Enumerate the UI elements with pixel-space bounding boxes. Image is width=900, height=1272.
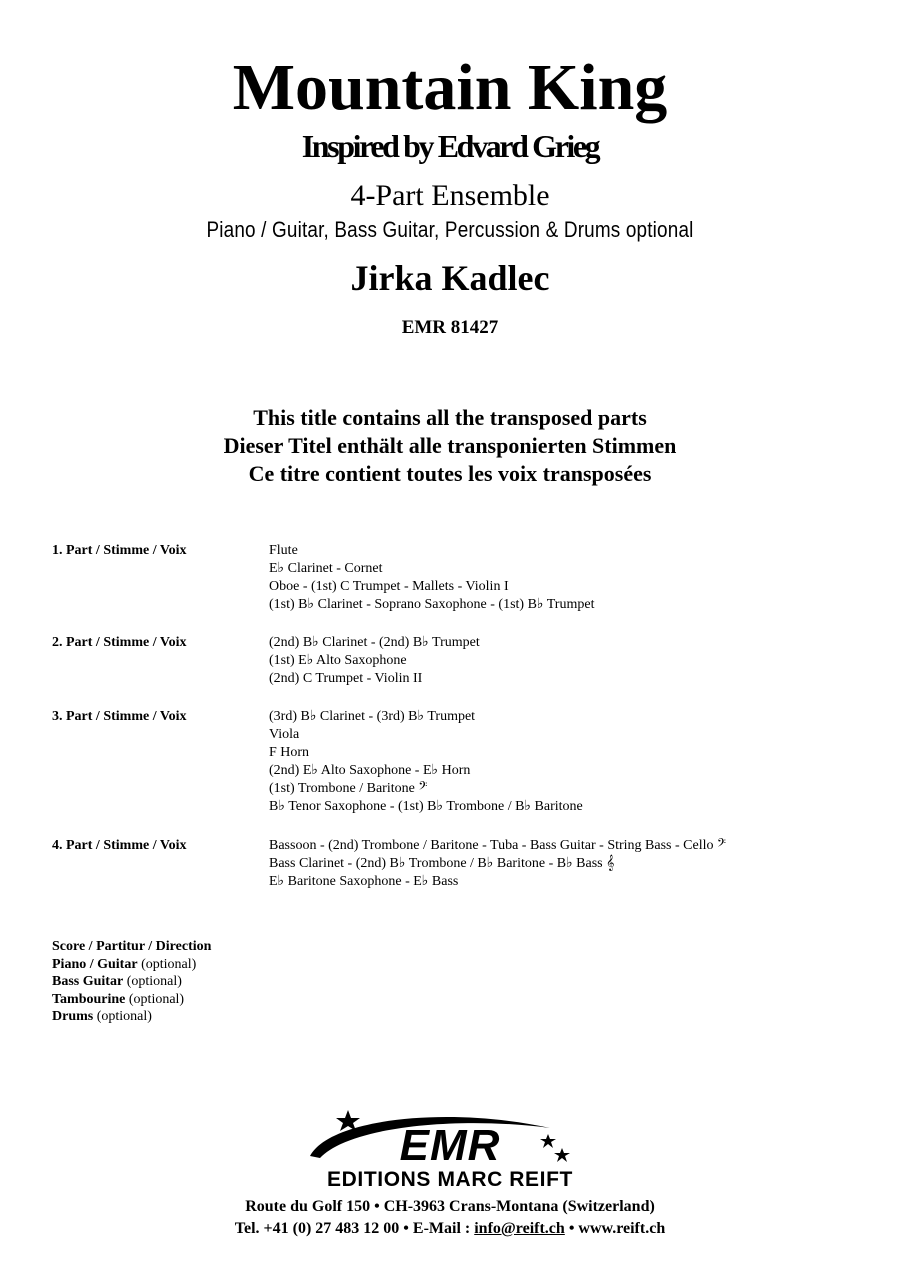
instrument-line: F Horn [269, 745, 310, 760]
instrument-line: (1st) Trombone / Baritone 𝄢 [269, 781, 428, 796]
instrument-line: (2nd) C Trumpet - Violin II [269, 671, 423, 686]
instrument-line: Flute [269, 543, 298, 558]
instrument-line: Bassoon - (2nd) Trombone / Baritone - Tuba - Bass Guitar - String Bass - Cello 𝄢 [269, 838, 726, 853]
part-4-label: 4. Part / Stimme / Voix [52, 838, 187, 853]
part-3-instruments [269, 708, 583, 816]
extra-item: Bass Guitar (optional) [52, 974, 182, 989]
part-1-label: 1. Part / Stimme / Voix [52, 543, 187, 558]
instrument-line: E♭ Clarinet - Cornet [269, 561, 383, 576]
catalog-number: EMR 81427 [401, 317, 499, 338]
publisher-contact: Tel. +41 (0) 27 483 12 00 • E-Mail : info@reift.ch • www.reift.ch [234, 1220, 666, 1237]
extra-item: Drums (optional) [52, 1009, 152, 1024]
subtitle: Inspired by Edvard Grieg [301, 128, 599, 164]
part-2-label: 2. Part / Stimme / Voix [52, 635, 187, 650]
extra-item: Score / Partitur / Direction [52, 939, 212, 954]
instrument-line: (2nd) B♭ Clarinet - (2nd) B♭ Trumpet [269, 635, 480, 650]
instrument-line: B♭ Tenor Saxophone - (1st) B♭ Trombone / B♭ Baritone [269, 799, 583, 814]
additional-parts [52, 938, 211, 1026]
logo-text: EMR [399, 1121, 501, 1170]
page-title: Mountain King [232, 51, 668, 124]
composer-name: Jirka Kadlec [350, 258, 550, 298]
instrument-line: E♭ Baritone Saxophone - E♭ Bass [269, 874, 459, 889]
notice-german: Dieser Titel enthält alle transponierten Stimmen [223, 433, 677, 458]
part-4-instruments [269, 837, 726, 891]
email-link[interactable]: info@reift.ch [474, 1220, 565, 1237]
instrument-line: Viola [269, 727, 300, 742]
instrument-line: Bass Clarinet - (2nd) B♭ Trombone / B♭ Baritone - B♭ Bass 𝄞 [269, 856, 615, 871]
notice-french: Ce titre contient toutes les voix transposées [248, 461, 652, 486]
instrument-line: (1st) E♭ Alto Saxophone [269, 653, 407, 668]
publisher-address: Route du Golf 150 • CH-3963 Crans-Montana (Switzerland) [245, 1198, 655, 1215]
instrument-line: (2nd) E♭ Alto Saxophone - E♭ Horn [269, 763, 471, 778]
ensemble-line: 4-Part Ensemble [350, 179, 550, 212]
instrumentation-line: Piano / Guitar, Bass Guitar, Percussion & Drums optional [206, 217, 694, 242]
publisher-name: EDITIONS MARC REIFT [327, 1168, 573, 1188]
publisher-logo [300, 1108, 600, 1188]
part-2-instruments [269, 634, 480, 688]
instrument-line: Oboe - (1st) C Trumpet - Mallets - Violin I [269, 579, 509, 594]
instrument-line: (1st) B♭ Clarinet - Soprano Saxophone - (1st) B♭ Trumpet [269, 597, 595, 612]
instrument-line: (3rd) B♭ Clarinet - (3rd) B♭ Trumpet [269, 709, 476, 724]
extra-item: Piano / Guitar (optional) [52, 956, 197, 972]
extra-item: Tambourine (optional) [52, 991, 185, 1007]
part-3-label: 3. Part / Stimme / Voix [52, 709, 187, 724]
notice-english: This title contains all the transposed parts [253, 405, 647, 430]
part-1-instruments [269, 542, 594, 614]
